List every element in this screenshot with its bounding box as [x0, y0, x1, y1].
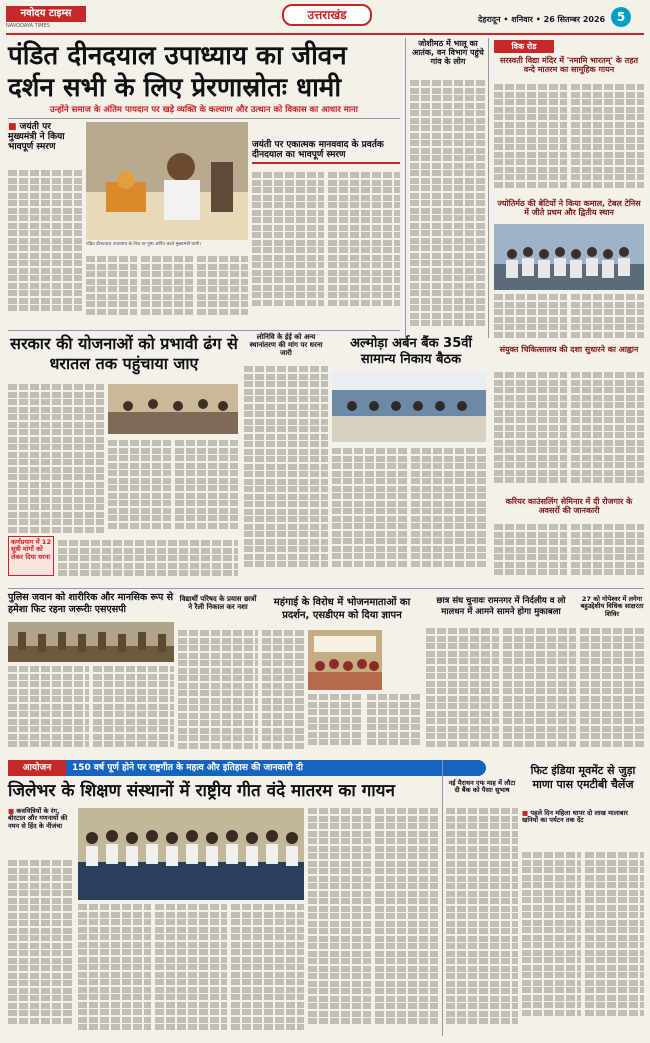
sports-photo-image	[494, 224, 644, 290]
lead-side-head-text: जयंती पर मुख्यमंत्री ने किया भावपूर्ण स्मरण	[8, 122, 65, 153]
lower-body-3b	[308, 694, 422, 756]
lead-photo-caption: पंडित दीनदयाल उपाध्याय के चित्र पर पुष्प अर्पित करते मुख्यमंत्री धामी।	[86, 242, 201, 247]
middle-body-1b	[108, 440, 238, 536]
banner-label: आयोजन	[8, 760, 66, 776]
lower-headline-6: जिलेभर के शिक्षण संस्थानों में राष्ट्रीय गीत वंदे मातरम का गायन	[8, 781, 395, 801]
middle-bullet-box	[8, 536, 54, 576]
lead-photo	[86, 122, 248, 240]
lead-strap: उन्होंने समाज के अंतिम पायदान पर खड़े व्यक्ति के कल्याण और उत्थान को विकास का आधार माना	[50, 105, 358, 115]
lead-box-body	[252, 172, 400, 322]
divider	[8, 588, 644, 589]
meeting-photo-1	[108, 384, 238, 434]
middle-headline-4: संयुक्त चिकित्सालय की दशा सुधारने का आह्वान	[499, 345, 639, 354]
small-head-2-text: पहले दिन महिला थापर दो लाख मालाबार खनियों का पर्यटन तक देंट	[522, 809, 628, 825]
divider	[8, 118, 400, 119]
lower-headline-3: महंगाई के विरोध में भोजनमाताओं का प्रदर्शन, एसडीएम को दिया ज्ञापन	[273, 597, 411, 621]
brand-logo: नवोदय टाइम्स	[6, 6, 86, 22]
lower-body-7	[522, 852, 644, 1036]
section-tab: उत्तराखंड	[282, 4, 372, 26]
side-bullet-text: कवयित्रियों के रंग, बीरटाल और गणनायों की नमन से हिंद के नीजंचा	[8, 807, 68, 830]
lower-headline-2: विद्यार्थी परिषद के प्रयास छात्रों ने रैली निकाल कर नशा	[179, 595, 257, 611]
middle-headline-5: करियर काउंसलिंग सेमिनार में दी रोजगार के अवसरों की जानकारी	[505, 497, 633, 515]
right-body-3	[494, 294, 644, 342]
lead-photo-image	[86, 122, 248, 240]
column-rule	[405, 38, 406, 338]
right-body-2	[494, 84, 644, 194]
police-photo-image	[8, 622, 174, 662]
bullet-icon: ■	[8, 122, 17, 132]
dateline: देहरादून • शनिवार • 26 सितम्बर 2026	[478, 15, 606, 24]
bullet-icon: ■	[8, 807, 15, 815]
lead-body	[86, 256, 248, 322]
lower-body-4	[426, 628, 576, 756]
lower-body-6	[78, 904, 304, 1036]
middle-body-3	[332, 448, 486, 580]
middle-body-2	[244, 366, 328, 576]
lead-headline: पंडित दीनदयाल उपाध्याय का जीवन दर्शन सभी के लिए प्रेरणास्रोतः धामी	[8, 41, 347, 103]
police-photo	[8, 622, 174, 662]
lead-box-headline: जयंती पर एकात्मक मानववाद के प्रवर्तक दीनदयाल का भावपूर्ण स्मरण	[252, 140, 400, 164]
page-number: 5	[611, 7, 631, 27]
students-photo-image	[78, 808, 304, 900]
middle-body-5	[494, 524, 644, 586]
right-headline-1: जोशीमठ में भालू का आतंक, वन विभाग पहुंचे गांव के लोग	[412, 39, 484, 66]
right-headline-2: सरस्वती विद्या मंदिर में 'नमामि भारतम्' के तहत वन्दे मातरम का सामूहिक गायन	[499, 56, 639, 74]
meeting-photo-1-image	[108, 384, 238, 434]
lower-side-bullet	[8, 808, 74, 830]
right-body-1	[410, 80, 486, 330]
middle-headline-3: अल्मोड़ा अर्बन बैंक 35वीं सामान्य निकाय बैठक	[350, 336, 472, 367]
middle-headline-1: सरकार की योजनाओं को प्रभावी ढंग से धरातल तक पहुंचाया जाए	[10, 334, 238, 373]
brand-subtitle: NAVODAYA TIMES	[6, 23, 50, 29]
right-headline-3: ज्योतिर्मठ की बेटियों ने किया कमाल, टेबल टेनिस में जीते प्रथम और द्वितीय स्थान	[497, 199, 641, 217]
masthead	[0, 0, 650, 38]
column-rule	[488, 38, 489, 338]
middle-body-1c	[58, 540, 238, 580]
divider	[8, 330, 400, 331]
lower-body-3	[262, 630, 306, 756]
bullet-icon: ■	[522, 809, 529, 817]
lower-side-body	[8, 860, 74, 1036]
lower-body-5	[580, 628, 644, 756]
kicker-label: विक रोड	[494, 40, 554, 53]
lower-body-2	[178, 630, 258, 756]
lower-small-head-2	[522, 810, 644, 825]
lead-side-headline	[8, 122, 82, 152]
bank-photo-image	[332, 372, 486, 442]
banner-text: 150 वर्ष पूर्ण होने पर राष्ट्रगीत के महत्व और इतिहास की जानकारी दी	[66, 760, 486, 776]
middle-bullet-text: कर्णप्रयाग में 12 सूत्री मांगों को लेकर दिया धरना	[11, 538, 51, 561]
middle-headline-2: लोनिवि के ईई को अन्य स्थानांतरण की मांग पर धरना जारी	[249, 333, 323, 357]
students-photo	[78, 808, 304, 900]
lower-headline-1: पुलिस जवान को शारीरिक और मानसिक रूप से हमेशा फिट रहना जरूरीः एसएसपी	[8, 592, 173, 615]
lower-body-6b	[308, 808, 438, 1036]
protest-photo	[308, 630, 382, 690]
protest-photo-image	[308, 630, 382, 690]
masthead-rule	[6, 33, 644, 35]
middle-body-1	[8, 384, 104, 534]
sports-photo	[494, 224, 644, 290]
bank-photo	[332, 372, 486, 442]
lower-headline-4: छात्र संघ चुनावः रामनगर में निर्दलीय व लो मालधन में आमने सामने होगा मुकाबला	[436, 596, 566, 617]
lower-small-body	[446, 808, 518, 1036]
column-rule	[442, 760, 443, 1036]
middle-body-4	[494, 372, 644, 492]
lower-body-1	[8, 666, 174, 756]
lower-headline-5: 27 को गोपेश्वर में लगेगा बहुउद्देशीय विधिक साक्षरता शिविर	[580, 595, 644, 618]
lower-small-head: नई मैराथन एफ माह में लौटा दी बैंक को पैसाः सुभाष	[448, 779, 516, 795]
lower-headline-7: फिट इंडिया मूवमेंट से जुड़ा माणा पास एमटीबी चैलेंज	[530, 764, 636, 791]
lead-side-body	[8, 170, 82, 320]
